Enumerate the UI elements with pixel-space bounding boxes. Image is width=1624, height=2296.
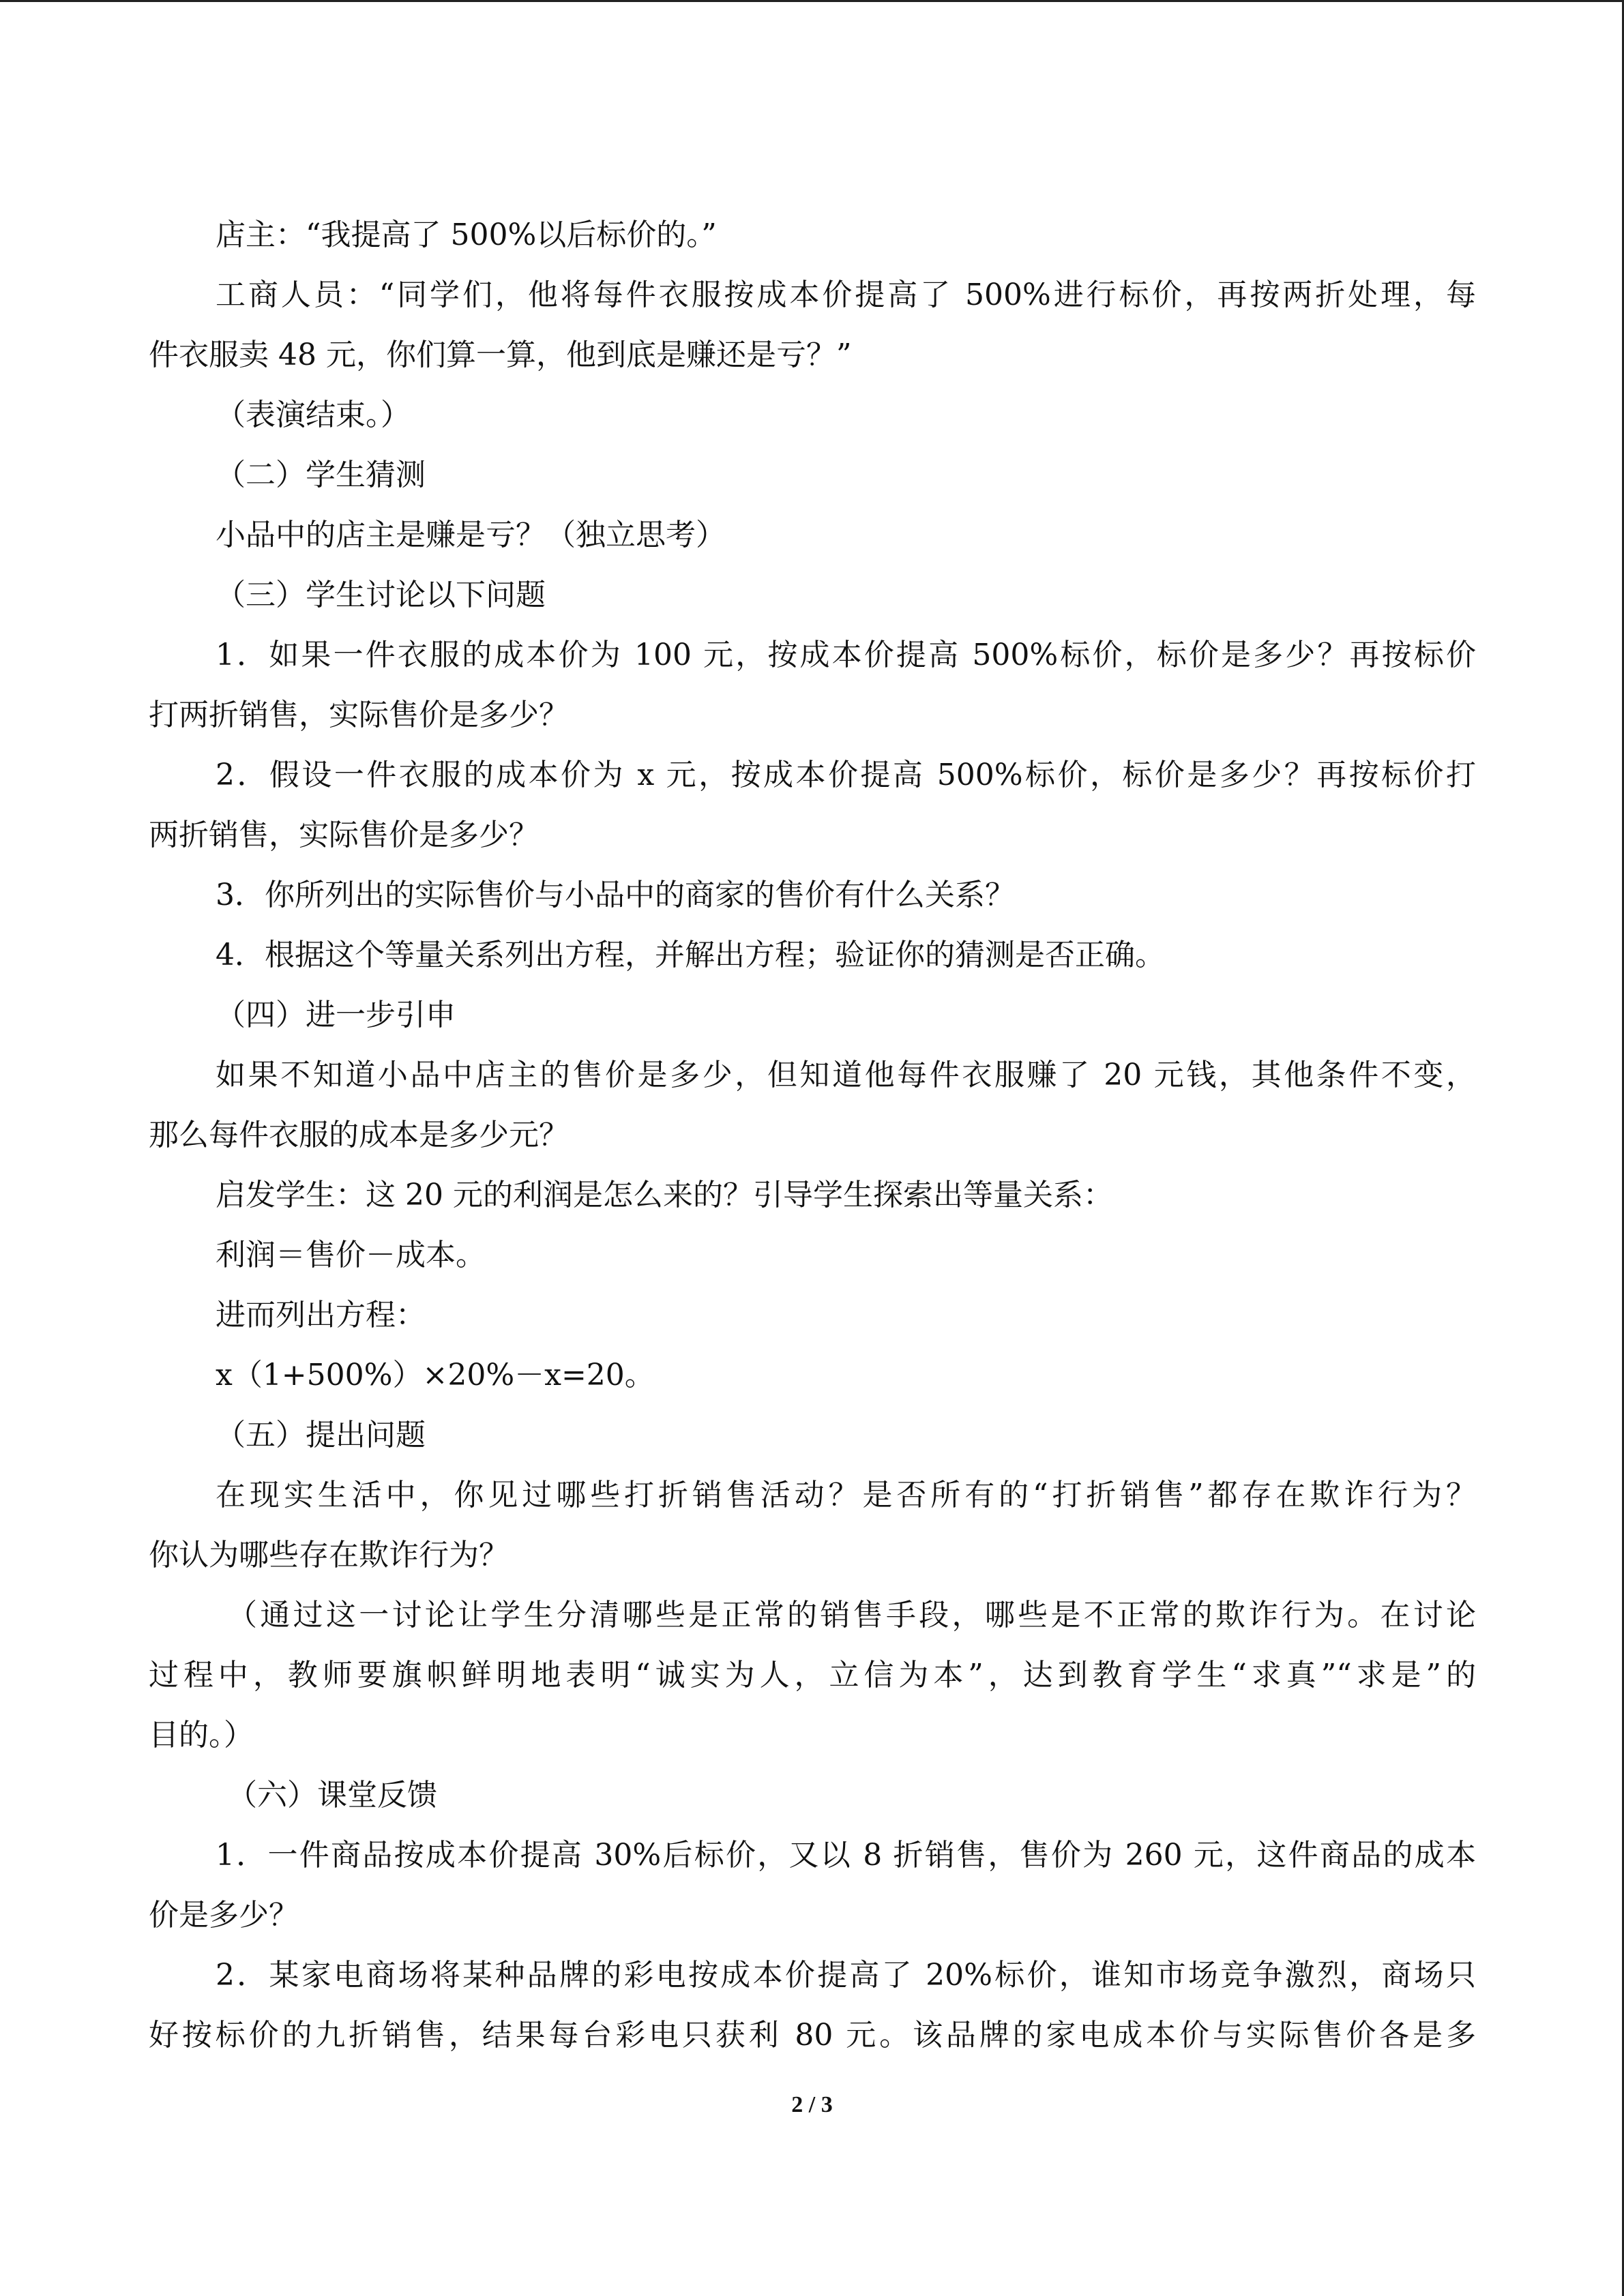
text-line: 小品中的店主是赚是亏？（独立思考） xyxy=(216,518,726,552)
text-line: 两折销售，实际售价是多少？ xyxy=(149,818,539,852)
question-line: 2．某家电商场将某种品牌的彩电按成本价提高了 20%标价，谁知市场竞争激烈，商场只 xyxy=(216,1958,1476,1993)
equation-line: 利润＝售价－成本。 xyxy=(216,1238,486,1272)
text-line: 你认为哪些存在欺诈行为？ xyxy=(149,1538,509,1572)
text-line: 过程中，教师要旗帜鲜明地表明“诚实为人，立信为本”，达到教育学生“求真”“求是”的 xyxy=(149,1658,1476,1693)
question-line: 1．一件商品按成本价提高 30%后标价，又以 8 折销售，售价为 260 元，这件商品的成本 xyxy=(216,1838,1476,1873)
section-heading: （三）学生讨论以下问题 xyxy=(216,578,546,612)
text-line: 好按标价的九折销售，结果每台彩电只获利 80 元。该品牌的家电成本价与实际售价各是多 xyxy=(149,2018,1476,2053)
equation-line: x（1+500%）×20%－x=20。 xyxy=(216,1358,655,1392)
text-line: 那么每件衣服的成本是多少元？ xyxy=(149,1118,569,1152)
question-line: 1．如果一件衣服的成本价为 100 元，按成本价提高 500%标价，标价是多少？再按标价 xyxy=(216,638,1476,672)
text-line: 启发学生：这 20 元的利润是怎么来的？引导学生探索出等量关系： xyxy=(216,1178,1113,1212)
text-line: 目的。） xyxy=(149,1718,254,1753)
text-line: （表演结束。） xyxy=(216,398,411,432)
page-number: 2 / 3 xyxy=(791,2092,833,2117)
section-heading: （四）进一步引申 xyxy=(216,998,456,1032)
text-line: 打两折销售，实际售价是多少？ xyxy=(149,698,569,732)
text-line: 工商人员：“同学们，他将每件衣服按成本价提高了 500%进行标价，再按两折处理，每 xyxy=(216,278,1476,312)
section-heading: （六）课堂反馈 xyxy=(227,1778,437,1813)
question-line: 3．你所列出的实际售价与小品中的商家的售价有什么关系？ xyxy=(216,878,1015,912)
text-line: 价是多少？ xyxy=(149,1898,299,1933)
text-line: 件衣服卖 48 元，你们算一算，他到底是赚还是亏？” xyxy=(149,338,852,372)
text-line: （通过这一讨论让学生分清哪些是正常的销售手段，哪些是不正常的欺诈行为。在讨论 xyxy=(227,1598,1476,1632)
text-line: 在现实生活中，你见过哪些打折销售活动？是否所有的“打折销售”都存在欺诈行为？ xyxy=(216,1478,1476,1512)
text-line: 进而列出方程： xyxy=(216,1298,426,1332)
page-body xyxy=(149,205,1476,2066)
section-heading: （五）提出问题 xyxy=(216,1418,426,1452)
question-line: 4．根据这个等量关系列出方程，并解出方程；验证你的猜测是否正确。 xyxy=(216,938,1165,972)
text-line: 店主：“我提高了 500%以后标价的。” xyxy=(216,218,717,252)
text-line: 如果不知道小品中店主的售价是多少，但知道他每件衣服赚了 20 元钱，其他条件不变， xyxy=(216,1058,1476,1092)
section-heading: （二）学生猜测 xyxy=(216,458,426,492)
question-line: 2．假设一件衣服的成本价为 x 元，按成本价提高 500%标价，标价是多少？再按标价打 xyxy=(216,758,1476,792)
